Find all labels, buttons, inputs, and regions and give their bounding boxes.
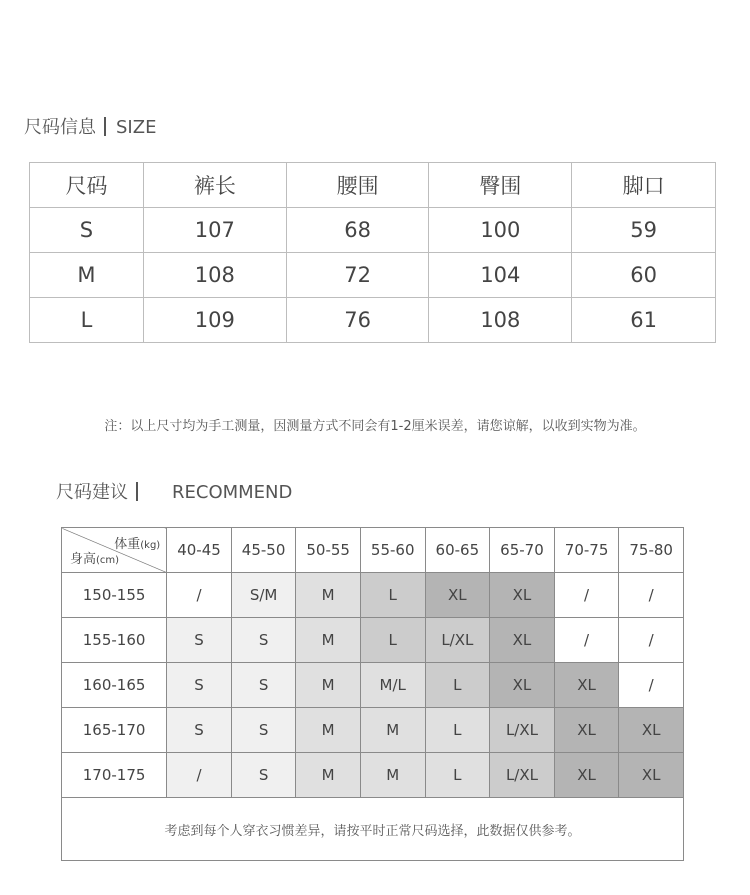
weight-column-header: 45-50 — [231, 528, 296, 573]
size-cell: 脚口 — [572, 163, 716, 208]
size-recommendation-cell: XL — [554, 708, 619, 753]
title-divider — [104, 117, 106, 136]
size-row — [30, 298, 716, 343]
size-recommendation-cell: S — [231, 753, 296, 798]
size-recommendation-cell: S — [167, 618, 232, 663]
weight-column-header: 70-75 — [554, 528, 619, 573]
size-cell: 裤长 — [143, 163, 286, 208]
size-section-title — [24, 113, 156, 139]
height-label: 身高(cm) — [70, 552, 120, 567]
weight-column-header: 50-55 — [296, 528, 361, 573]
size-recommendation-cell: XL — [425, 573, 490, 618]
size-table — [29, 162, 716, 343]
size-cell: 107 — [143, 208, 286, 253]
size-cell: 109 — [143, 298, 286, 343]
size-recommendation-cell: L — [360, 618, 425, 663]
weight-column-header: 65-70 — [490, 528, 555, 573]
size-recommendation-cell: S — [231, 663, 296, 708]
size-recommendation-cell: XL — [490, 573, 555, 618]
size-row — [30, 253, 716, 298]
size-recommendation-cell: L/XL — [490, 753, 555, 798]
size-recommendation-cell: XL — [619, 708, 684, 753]
weight-column-header: 40-45 — [167, 528, 232, 573]
recommend-row — [62, 708, 684, 753]
size-cell: S — [30, 208, 144, 253]
title-divider — [136, 482, 138, 501]
size-cell: L — [30, 298, 144, 343]
measurement-note: 注：以上尺寸均为手工测量，因测量方式不同会有1-2厘米误差，请您谅解，以收到实物为准。 — [104, 419, 646, 434]
size-recommendation-cell: M — [296, 618, 361, 663]
size-cell: 68 — [286, 208, 429, 253]
size-recommendation-cell: L — [425, 708, 490, 753]
size-recommendation-cell: M/L — [360, 663, 425, 708]
weight-column-header: 60-65 — [425, 528, 490, 573]
size-recommendation-cell: M — [360, 708, 425, 753]
height-row-header: 155-160 — [62, 618, 167, 663]
size-recommendation-cell: L/XL — [425, 618, 490, 663]
size-cell: 72 — [286, 253, 429, 298]
recommend-header-row — [62, 528, 684, 573]
size-recommendation-cell: / — [167, 573, 232, 618]
size-recommendation-cell: XL — [554, 663, 619, 708]
size-recommendation-cell: L — [425, 663, 490, 708]
size-recommendation-cell: S — [167, 708, 232, 753]
size-recommendation-cell: / — [619, 618, 684, 663]
height-row-header: 150-155 — [62, 573, 167, 618]
recommend-title-en: RECOMMEND — [172, 482, 293, 503]
size-cell: 61 — [572, 298, 716, 343]
size-cell: M — [30, 253, 144, 298]
size-cell: 104 — [429, 253, 572, 298]
recommend-row — [62, 618, 684, 663]
recommend-row — [62, 663, 684, 708]
size-recommendation-cell: S/M — [231, 573, 296, 618]
recommend-row — [62, 573, 684, 618]
size-recommendation-cell: M — [296, 753, 361, 798]
size-header-row — [30, 163, 716, 208]
size-row — [30, 208, 716, 253]
weight-column-header: 75-80 — [619, 528, 684, 573]
size-cell: 108 — [429, 298, 572, 343]
size-recommendation-cell: XL — [490, 663, 555, 708]
size-cell: 腰围 — [286, 163, 429, 208]
size-title-en: SIZE — [116, 117, 157, 138]
size-recommendation-cell: S — [231, 618, 296, 663]
recommend-section-title — [56, 478, 292, 504]
size-cell: 60 — [572, 253, 716, 298]
size-cell: 76 — [286, 298, 429, 343]
size-recommendation-cell: S — [167, 663, 232, 708]
size-cell: 108 — [143, 253, 286, 298]
size-cell: 59 — [572, 208, 716, 253]
size-recommendation-cell: XL — [490, 618, 555, 663]
size-recommendation-cell: L — [360, 573, 425, 618]
recommend-footer-row — [62, 798, 684, 861]
size-recommendation-cell: / — [554, 573, 619, 618]
size-recommendation-cell: L/XL — [490, 708, 555, 753]
size-recommendation-cell: S — [231, 708, 296, 753]
height-row-header: 170-175 — [62, 753, 167, 798]
weight-label: 体重(kg) — [114, 537, 161, 552]
recommend-table — [61, 527, 684, 861]
size-cell: 尺码 — [30, 163, 144, 208]
size-recommendation-cell: L — [425, 753, 490, 798]
size-recommendation-cell: / — [167, 753, 232, 798]
size-title-cn: 尺码信息 — [24, 117, 96, 138]
size-recommendation-cell: M — [296, 573, 361, 618]
weight-column-header: 55-60 — [360, 528, 425, 573]
height-row-header: 165-170 — [62, 708, 167, 753]
size-recommendation-cell: M — [296, 663, 361, 708]
size-recommendation-cell: / — [619, 573, 684, 618]
size-cell: 100 — [429, 208, 572, 253]
recommend-title-cn: 尺码建议 — [56, 482, 128, 503]
size-recommendation-cell: XL — [619, 753, 684, 798]
size-recommendation-cell: / — [619, 663, 684, 708]
corner-header-cell — [62, 528, 167, 573]
size-recommendation-cell: XL — [554, 753, 619, 798]
size-cell: 臀围 — [429, 163, 572, 208]
recommend-footer-note: 考虑到每个人穿衣习惯差异，请按平时正常尺码选择，此数据仅供参考。 — [62, 798, 684, 861]
size-recommendation-cell: M — [296, 708, 361, 753]
height-row-header: 160-165 — [62, 663, 167, 708]
size-recommendation-cell: M — [360, 753, 425, 798]
size-recommendation-cell: / — [554, 618, 619, 663]
recommend-row — [62, 753, 684, 798]
